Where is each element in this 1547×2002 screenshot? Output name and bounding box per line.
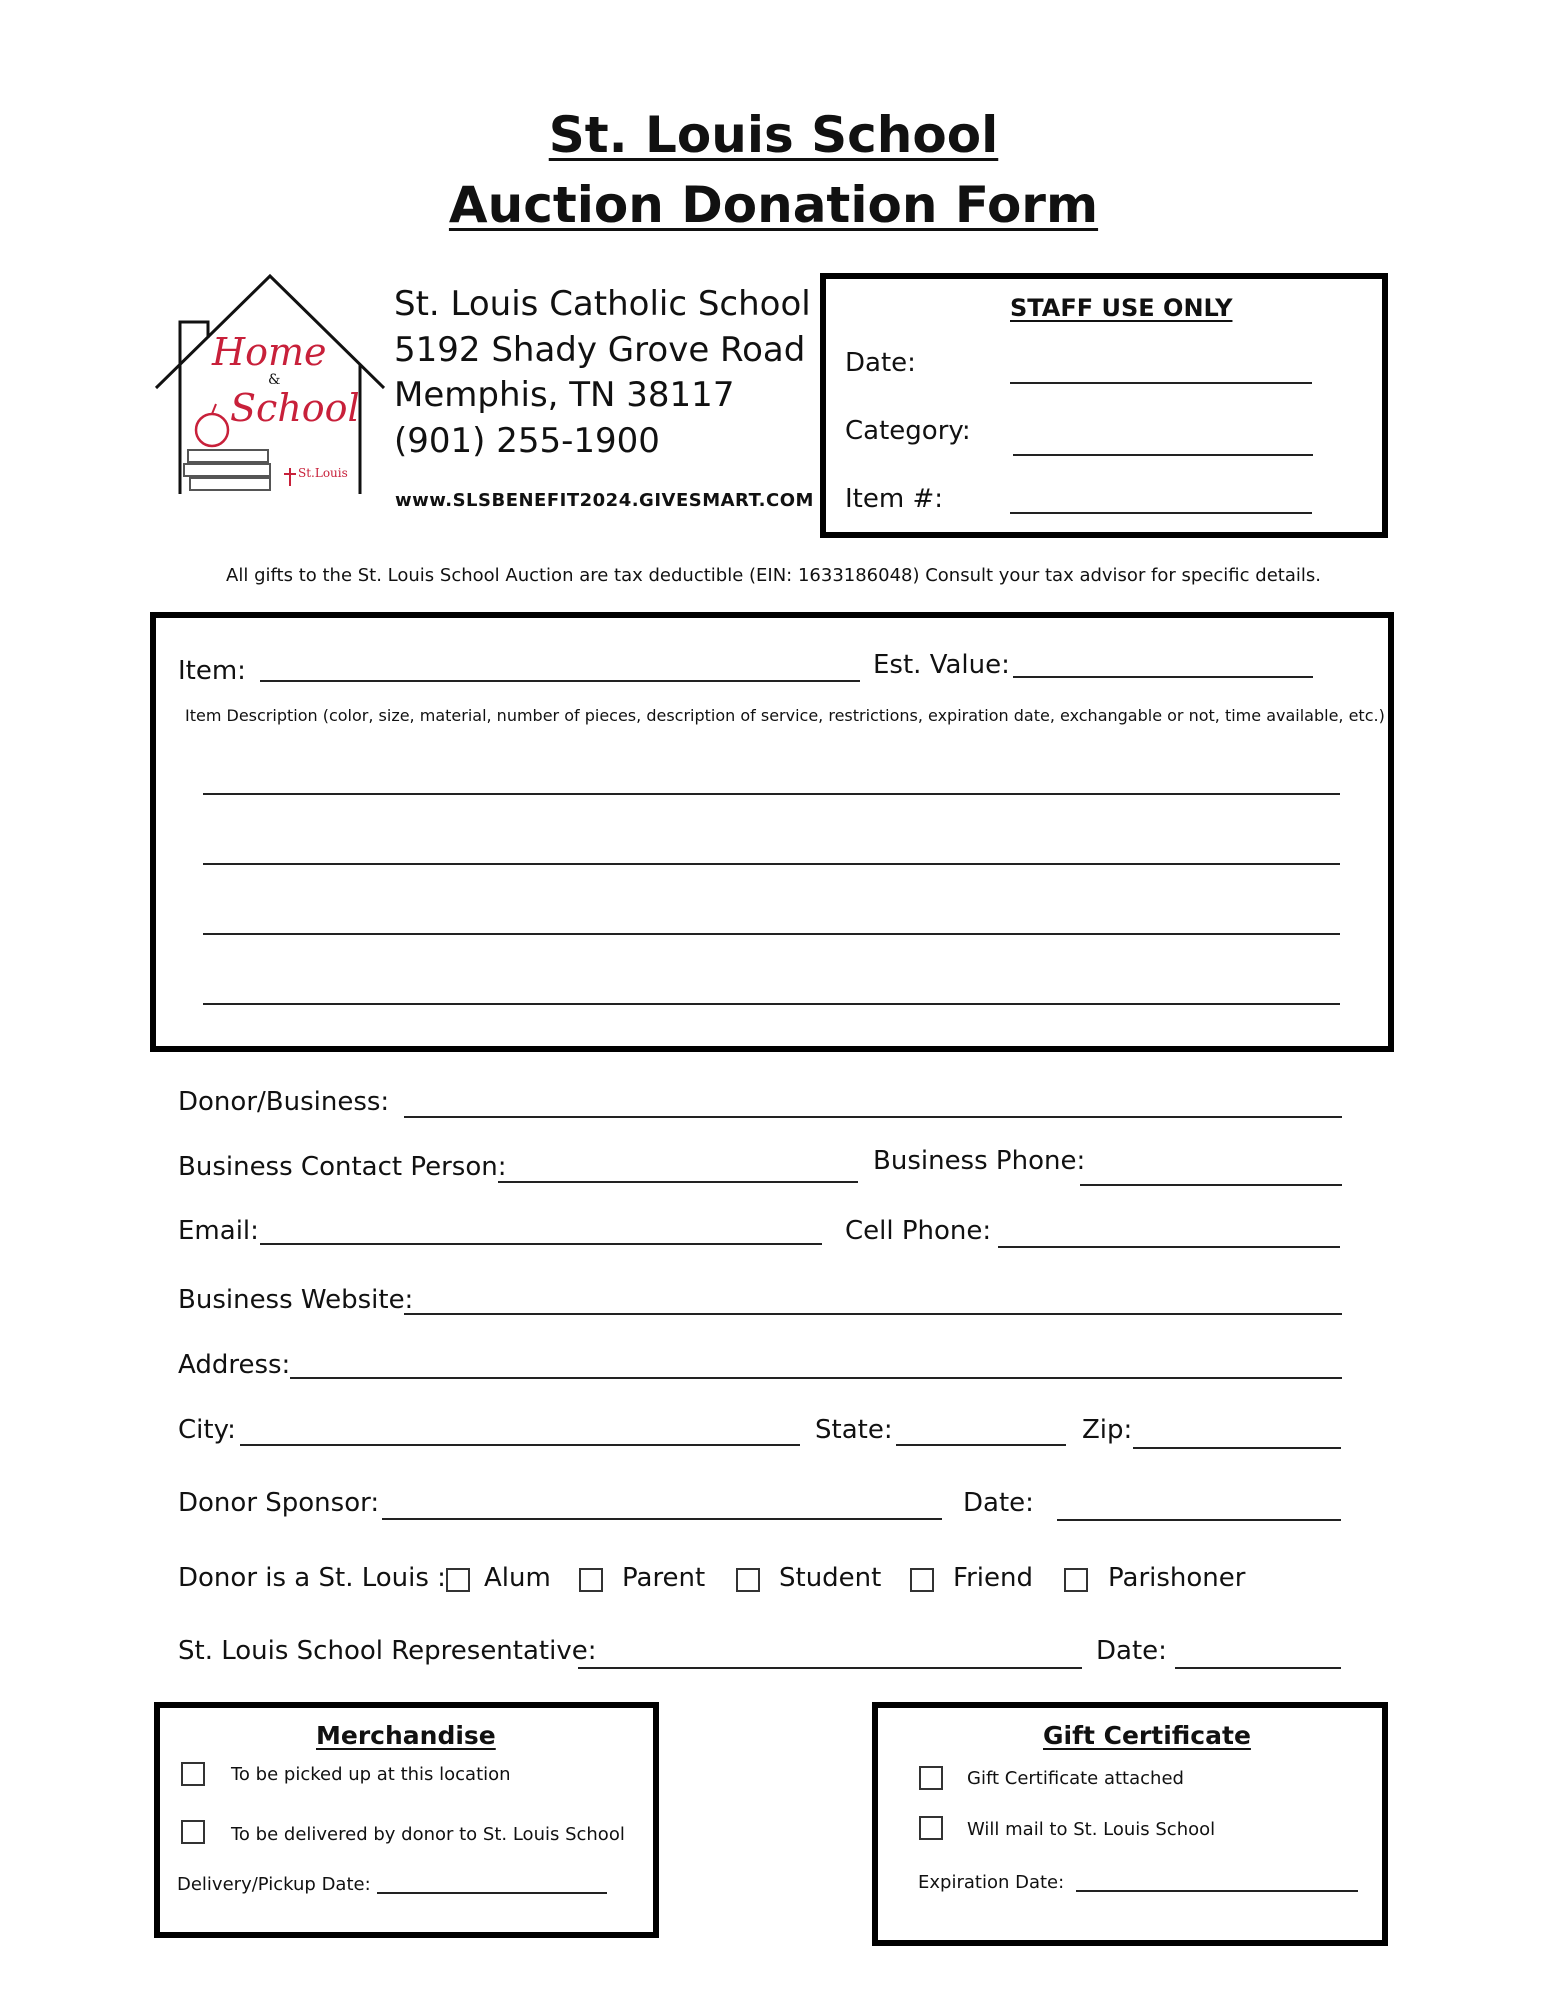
business-website-label: Business Website: — [178, 1285, 414, 1315]
rep-date-label: Date: — [1096, 1636, 1167, 1666]
form-title-line1: St. Louis School — [548, 106, 999, 164]
parishoner-checkbox[interactable] — [1064, 1568, 1088, 1592]
donor-sponsor-field[interactable] — [382, 1518, 942, 1520]
pickup-checkbox[interactable] — [181, 1762, 205, 1786]
gc-attached-label: Gift Certificate attached — [967, 1768, 1184, 1789]
zip-label: Zip: — [1082, 1415, 1133, 1445]
rep-date-field[interactable] — [1175, 1667, 1341, 1669]
contact-person-label: Business Contact Person: — [178, 1152, 507, 1182]
donor-sponsor-label: Donor Sponsor: — [178, 1488, 380, 1518]
school-street: 5192 Shady Grove Road — [394, 330, 806, 370]
delivered-label: To be delivered by donor to St. Louis School — [231, 1824, 625, 1845]
staff-item-label: Item #: — [845, 484, 943, 514]
city-field[interactable] — [240, 1444, 800, 1446]
staff-date-label: Date: — [845, 348, 916, 378]
description-line-2[interactable] — [203, 863, 1340, 865]
expiration-date-field[interactable] — [1076, 1890, 1358, 1892]
description-line-3[interactable] — [203, 933, 1340, 935]
student-checkbox[interactable] — [736, 1568, 760, 1592]
est-value-field[interactable] — [1013, 676, 1313, 678]
school-name: St. Louis Catholic School — [394, 284, 811, 324]
school-website: www.SLSBENEFIT2024.GIVESMART.COM — [395, 490, 814, 511]
contact-person-field[interactable] — [498, 1181, 858, 1183]
item-box — [150, 612, 1394, 1052]
staff-use-heading: STAFF USE ONLY — [1010, 294, 1233, 322]
est-value-label: Est. Value: — [873, 650, 1010, 680]
staff-date-field[interactable] — [1010, 382, 1312, 384]
gift-certificate-heading: Gift Certificate — [1043, 1721, 1251, 1750]
representative-field[interactable] — [578, 1667, 1082, 1669]
sponsor-date-label: Date: — [963, 1488, 1034, 1518]
form-title-line2: Auction Donation Form — [448, 176, 1099, 234]
student-label: Student — [779, 1563, 882, 1593]
friend-checkbox[interactable] — [910, 1568, 934, 1592]
email-label: Email: — [178, 1216, 259, 1246]
staff-item-field[interactable] — [1010, 512, 1312, 514]
alum-checkbox[interactable] — [446, 1568, 470, 1592]
delivered-checkbox[interactable] — [181, 1820, 205, 1844]
expiration-date-label: Expiration Date: — [918, 1872, 1065, 1893]
gc-mail-checkbox[interactable] — [919, 1816, 943, 1840]
alum-label: Alum — [484, 1563, 551, 1593]
staff-category-field[interactable] — [1013, 454, 1313, 456]
business-phone-field[interactable] — [1080, 1184, 1342, 1186]
delivery-date-field[interactable] — [377, 1892, 607, 1894]
school-city: Memphis, TN 38117 — [394, 375, 735, 415]
city-label: City: — [178, 1415, 236, 1445]
donor-business-label: Donor/Business: — [178, 1087, 390, 1117]
item-field[interactable] — [260, 680, 860, 682]
pickup-label: To be picked up at this location — [231, 1764, 511, 1785]
home-school-logo — [150, 272, 390, 502]
zip-field[interactable] — [1133, 1447, 1341, 1449]
gc-mail-label: Will mail to St. Louis School — [967, 1819, 1216, 1840]
address-label: Address: — [178, 1350, 291, 1380]
state-field[interactable] — [896, 1444, 1066, 1446]
merchandise-heading: Merchandise — [316, 1721, 496, 1750]
description-line-4[interactable] — [203, 1003, 1340, 1005]
description-line-1[interactable] — [203, 793, 1340, 795]
logo-brand-text: St.Louis — [298, 466, 348, 480]
email-field[interactable] — [260, 1243, 822, 1245]
donor-type-label: Donor is a St. Louis : — [178, 1563, 446, 1593]
delivery-date-label: Delivery/Pickup Date: — [177, 1874, 371, 1895]
business-website-field[interactable] — [404, 1313, 1342, 1315]
school-phone: (901) 255-1900 — [394, 421, 660, 461]
item-label: Item: — [178, 656, 246, 686]
cell-phone-field[interactable] — [998, 1246, 1340, 1248]
logo-school-text: School — [230, 386, 360, 430]
gc-attached-checkbox[interactable] — [919, 1766, 943, 1790]
representative-label: St. Louis School Representative: — [178, 1636, 597, 1666]
state-label: State: — [815, 1415, 893, 1445]
tax-notice: All gifts to the St. Louis School Auction are tax deductible (EIN: 1633186048) Consult your tax advisor for specific details. — [226, 565, 1321, 586]
item-description-hint: Item Description (color, size, material, number of pieces, description of service, restrictions, expiration date, exchangable or not, time available, etc.) — [185, 706, 1385, 725]
sponsor-date-field[interactable] — [1057, 1519, 1341, 1521]
staff-category-label: Category: — [845, 416, 971, 446]
parishoner-label: Parishoner — [1108, 1563, 1246, 1593]
parent-checkbox[interactable] — [579, 1568, 603, 1592]
logo-home-text: Home — [212, 330, 327, 374]
friend-label: Friend — [953, 1563, 1033, 1593]
logo-amp-text: & — [268, 372, 281, 388]
business-phone-label: Business Phone: — [873, 1146, 1086, 1176]
parent-label: Parent — [622, 1563, 706, 1593]
donor-business-field[interactable] — [404, 1116, 1342, 1118]
cell-phone-label: Cell Phone: — [845, 1216, 992, 1246]
address-field[interactable] — [290, 1377, 1342, 1379]
